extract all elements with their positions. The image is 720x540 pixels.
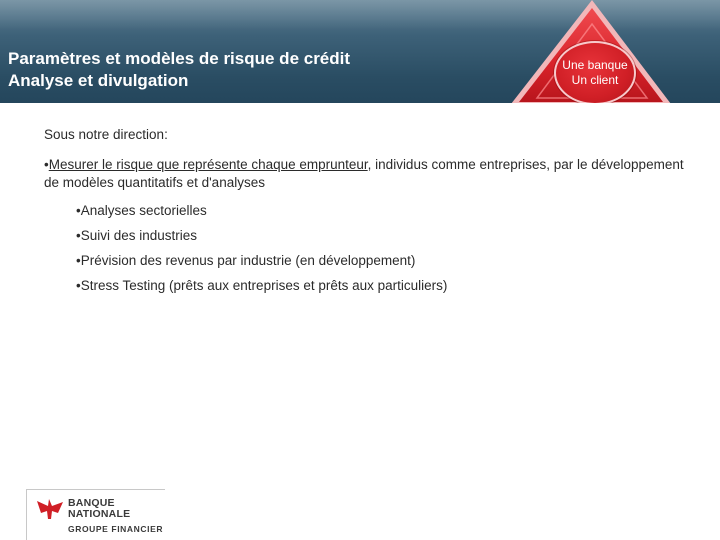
logo-line-1: BANQUE [68,497,115,509]
main-bullet [44,156,684,192]
sub-bullet-item: •Suivi des industries [76,228,198,243]
main-bullet-prefix: • [44,157,49,172]
logo-line-2: NATIONALE [68,508,131,520]
logo-text [68,498,163,536]
sub-bullet-list [76,202,684,295]
logo-border-left [26,489,27,540]
title-line-1: Paramètres et modèles de risque de crédit [8,49,351,68]
bank-logo [26,489,166,540]
sub-bullet-item: •Stress Testing (prêts aux entreprises et prêts aux particuliers) [76,278,448,293]
badge-line-2: Un client [571,73,619,87]
badge-line-1: Une banque [562,58,628,72]
slide-header [0,0,720,103]
main-bullet-rest: , individus comme entreprises, par le développement de modèles quantitatifs et d'analyses [44,157,684,190]
slogan-badge [554,41,636,103]
logo-border-top [26,489,165,490]
eagle-logo-icon [36,498,64,525]
slide-title [8,48,350,92]
sub-bullet-item: •Analyses sectorielles [76,203,207,218]
title-line-2: Analyse et divulgation [8,71,189,90]
sub-bullet-item: •Prévision des revenus par industrie (en développement) [76,253,416,268]
main-bullet-underlined: Mesurer le risque que représente chaque emprunteur [48,157,368,172]
intro-text: Sous notre direction: [44,127,168,142]
logo-line-3: GROUPE FINANCIER [68,524,164,534]
slide-body [44,126,684,302]
